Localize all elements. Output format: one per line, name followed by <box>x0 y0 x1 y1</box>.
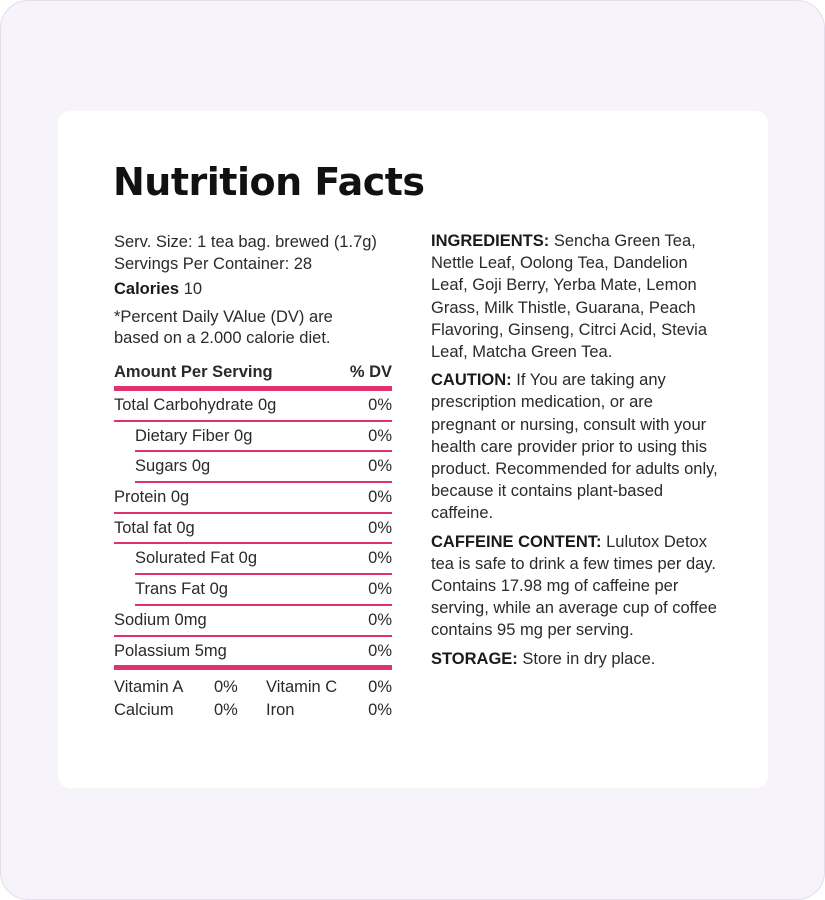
calories-value: 10 <box>183 280 203 298</box>
vitamin-dv: 0% <box>368 701 392 720</box>
row-dv: 0% <box>368 641 392 660</box>
ingredients-text: Sencha Green Tea, Nettle Leaf, Oolong Tea, Dandelion Leaf, Goji Berry, Yerba Mate, Lemon Grass, Milk Thistle, Guarana, Peach Flavoring, Ginseng, Citrci Acid, Stevia Leaf, Matcha Green Tea. <box>431 232 708 362</box>
storage-section <box>431 648 721 670</box>
table-row <box>135 422 392 453</box>
dv-note-line-2: based on a 2.000 calorie diet. <box>114 329 331 347</box>
vitamin-row <box>114 699 392 722</box>
row-dv: 0% <box>368 518 392 537</box>
caution-section <box>431 369 721 524</box>
vitamin-name: Calcium <box>114 701 174 720</box>
product-info <box>431 230 721 676</box>
row-label: Solurated Fat 0g <box>135 549 257 568</box>
row-label: Sodium 0mg <box>114 610 207 629</box>
row-dv: 0% <box>368 610 392 629</box>
ingredients-section <box>431 230 721 363</box>
table-row <box>135 544 392 575</box>
header-dv: % DV <box>349 362 392 381</box>
table-row <box>114 514 392 545</box>
vitamin-row <box>114 676 392 699</box>
dv-note-line-1: *Percent Daily VAlue (DV) are <box>114 307 333 326</box>
nutrient-table <box>114 362 392 723</box>
row-dv: 0% <box>368 426 392 445</box>
servings-per-container: Servings Per Container: 28 <box>114 254 313 273</box>
table-row <box>114 637 392 671</box>
caffeine-text: Lulutox Detox tea is safe to drink a few times per day. Contains 17.98 mg of caffeine per serving, while an average cup of coffee contains 95 mg per serving. <box>431 532 717 640</box>
table-row <box>114 391 392 422</box>
caffeine-section <box>431 531 721 642</box>
calories <box>114 279 392 301</box>
vitamin-name: Vitamin A <box>114 678 184 697</box>
caffeine-label: CAFFEINE CONTENT: <box>431 532 602 551</box>
page-title: Nutrition Facts <box>113 160 425 204</box>
vitamin-name: Iron <box>266 701 295 720</box>
calories-label: Calories <box>114 280 180 298</box>
row-dv: 0% <box>368 549 392 568</box>
vitamin-dv: 0% <box>214 701 238 720</box>
row-label: Protein 0g <box>114 488 190 507</box>
table-header <box>114 362 392 392</box>
caution-text: If You are taking any prescription medication, or are pregnant or nursing, consult with your health care provider prior to using this product. Recommended for adults only, because it contains plant-based caffeine. <box>431 371 718 523</box>
storage-label: STORAGE: <box>431 649 518 668</box>
ingredients-label: INGREDIENTS: <box>431 232 550 250</box>
storage-text: Store in dry place. <box>522 649 656 668</box>
row-dv: 0% <box>368 580 392 599</box>
caution-label: CAUTION: <box>431 371 512 390</box>
row-dv: 0% <box>368 457 392 476</box>
nutrition-panel <box>114 232 392 722</box>
row-label: Polassium 5mg <box>114 641 227 660</box>
table-row <box>114 606 392 637</box>
table-row <box>114 483 392 514</box>
header-amount: Amount Per Serving <box>114 362 273 381</box>
row-dv: 0% <box>368 488 392 507</box>
serving-size: Serv. Size: 1 tea bag. brewed (1.7g) <box>114 233 377 251</box>
row-label: Sugars 0g <box>135 457 211 476</box>
vitamin-dv: 0% <box>214 678 238 697</box>
vitamin-name: Vitamin C <box>266 678 338 697</box>
row-label: Total Carbohydrate 0g <box>114 396 277 414</box>
vitamin-dv: 0% <box>368 678 392 697</box>
row-dv: 0% <box>368 396 392 414</box>
row-label: Total fat 0g <box>114 518 195 537</box>
row-label: Trans Fat 0g <box>135 580 228 599</box>
table-row <box>135 575 392 606</box>
dv-note <box>114 307 392 350</box>
table-row <box>135 452 392 483</box>
row-label: Dietary Fiber 0g <box>135 426 253 445</box>
